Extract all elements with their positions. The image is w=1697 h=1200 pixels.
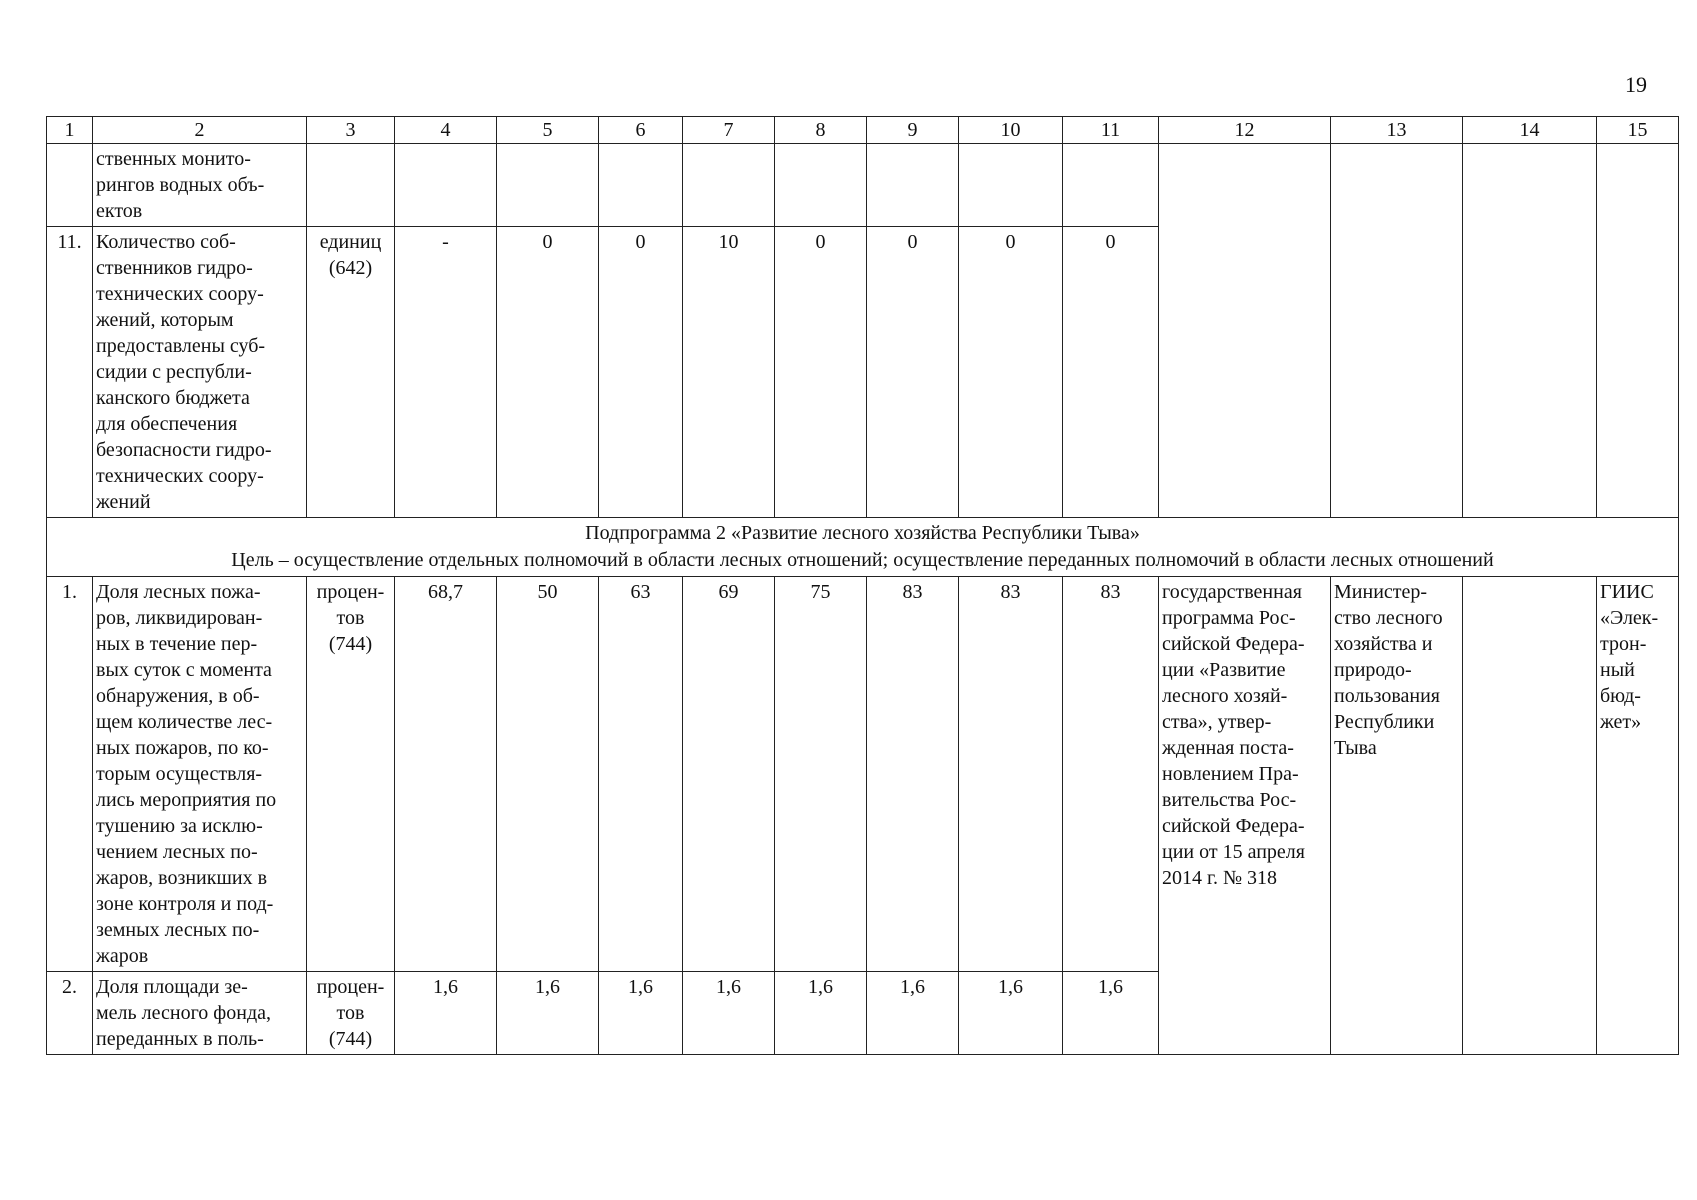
value-cell: 68,7 — [395, 577, 497, 972]
col-header: 2 — [93, 117, 307, 144]
subprogram-goal: Цель – осуществление отдельных полномочий в области лесных отношений; осуществление переданных полномочий в области лесных отношений — [231, 549, 1494, 571]
col14-cell — [1463, 577, 1597, 1055]
col-header: 7 — [683, 117, 775, 144]
value-cell: 63 — [599, 577, 683, 972]
responsible-cell: Министер- ство лесного хозяйства и природо- пользования Республики Тыва — [1331, 577, 1463, 1055]
value-cell: 0 — [867, 227, 959, 518]
unit-cell: процен- тов (744) — [307, 577, 395, 972]
value-cell: 75 — [775, 577, 867, 972]
value-cell: 1,6 — [959, 972, 1063, 1055]
col-header: 3 — [307, 117, 395, 144]
value-cell: 1,6 — [497, 972, 599, 1055]
col-header: 6 — [599, 117, 683, 144]
col-header: 11 — [1063, 117, 1159, 144]
indicator-name: ственных монито- рингов водных объ- ектов — [93, 144, 307, 227]
col-header: 15 — [1597, 117, 1679, 144]
subprogram-title: Подпрограмма 2 «Развитие лесного хозяйства Республики Тыва» — [585, 522, 1140, 544]
value-cell: 1,6 — [1063, 972, 1159, 1055]
value-cell: 0 — [599, 227, 683, 518]
unit-cell: процен- тов (744) — [307, 972, 395, 1055]
col-header: 9 — [867, 117, 959, 144]
value-cell: 0 — [775, 227, 867, 518]
indicator-name: Количество соб- ственников гидро- технических соору- жений, которым предоставлены суб- сидии с республи- канского бюджета для обеспечения безопасности гидро- технических соору- жений — [93, 227, 307, 518]
row-number: 2. — [47, 972, 93, 1055]
col-header: 12 — [1159, 117, 1331, 144]
subprogram-row — [47, 518, 1679, 577]
col-header: 13 — [1331, 117, 1463, 144]
table-row — [47, 144, 1679, 227]
row-number: 11. — [47, 227, 93, 518]
value-cell: 1,6 — [683, 972, 775, 1055]
value-cell: 0 — [1063, 227, 1159, 518]
value-cell: 1,6 — [395, 972, 497, 1055]
value-cell: 1,6 — [775, 972, 867, 1055]
value-cell: 83 — [959, 577, 1063, 972]
indicator-name: Доля лесных пожа- ров, ликвидирован- ных в течение пер- вых суток с момента обнаружения, в об- щем количестве лес- ных пожаров, по ко- торым осуществля- лись мероприятия по тушению за исклю- чением лесных по- жаров, возникших в зоне контроля и под- земных лесных по- жаров — [93, 577, 307, 972]
value-cell: 10 — [683, 227, 775, 518]
column-number-row — [47, 117, 1679, 144]
indicator-name: Доля площади зе- мель лесного фонда, переданных в поль- — [93, 972, 307, 1055]
value-cell: 1,6 — [599, 972, 683, 1055]
value-cell: 0 — [959, 227, 1063, 518]
col-header: 10 — [959, 117, 1063, 144]
value-cell: 50 — [497, 577, 599, 972]
value-cell: 0 — [497, 227, 599, 518]
col-header: 1 — [47, 117, 93, 144]
page-number: 19 — [1625, 72, 1647, 97]
col-header: 14 — [1463, 117, 1597, 144]
indicators-table — [46, 116, 1679, 1055]
row-number: 1. — [47, 577, 93, 972]
value-cell: 83 — [1063, 577, 1159, 972]
table-row — [47, 577, 1679, 972]
program-cell: государственная программа Рос- сийской Федера- ции «Развитие лесного хозяй- ства», утвер- жденная поста- новлением Пра- вительства Рос- сийской Федера- ции от 15 апреля 2014 г. № 318 — [1159, 577, 1331, 1055]
col-header: 4 — [395, 117, 497, 144]
col-header: 8 — [775, 117, 867, 144]
value-cell: 1,6 — [867, 972, 959, 1055]
value-cell: 83 — [867, 577, 959, 972]
col-header: 5 — [497, 117, 599, 144]
value-cell: - — [395, 227, 497, 518]
value-cell: 69 — [683, 577, 775, 972]
source-cell: ГИИС «Элек- трон- ный бюд- жет» — [1597, 577, 1679, 1055]
unit-cell: единиц (642) — [307, 227, 395, 518]
